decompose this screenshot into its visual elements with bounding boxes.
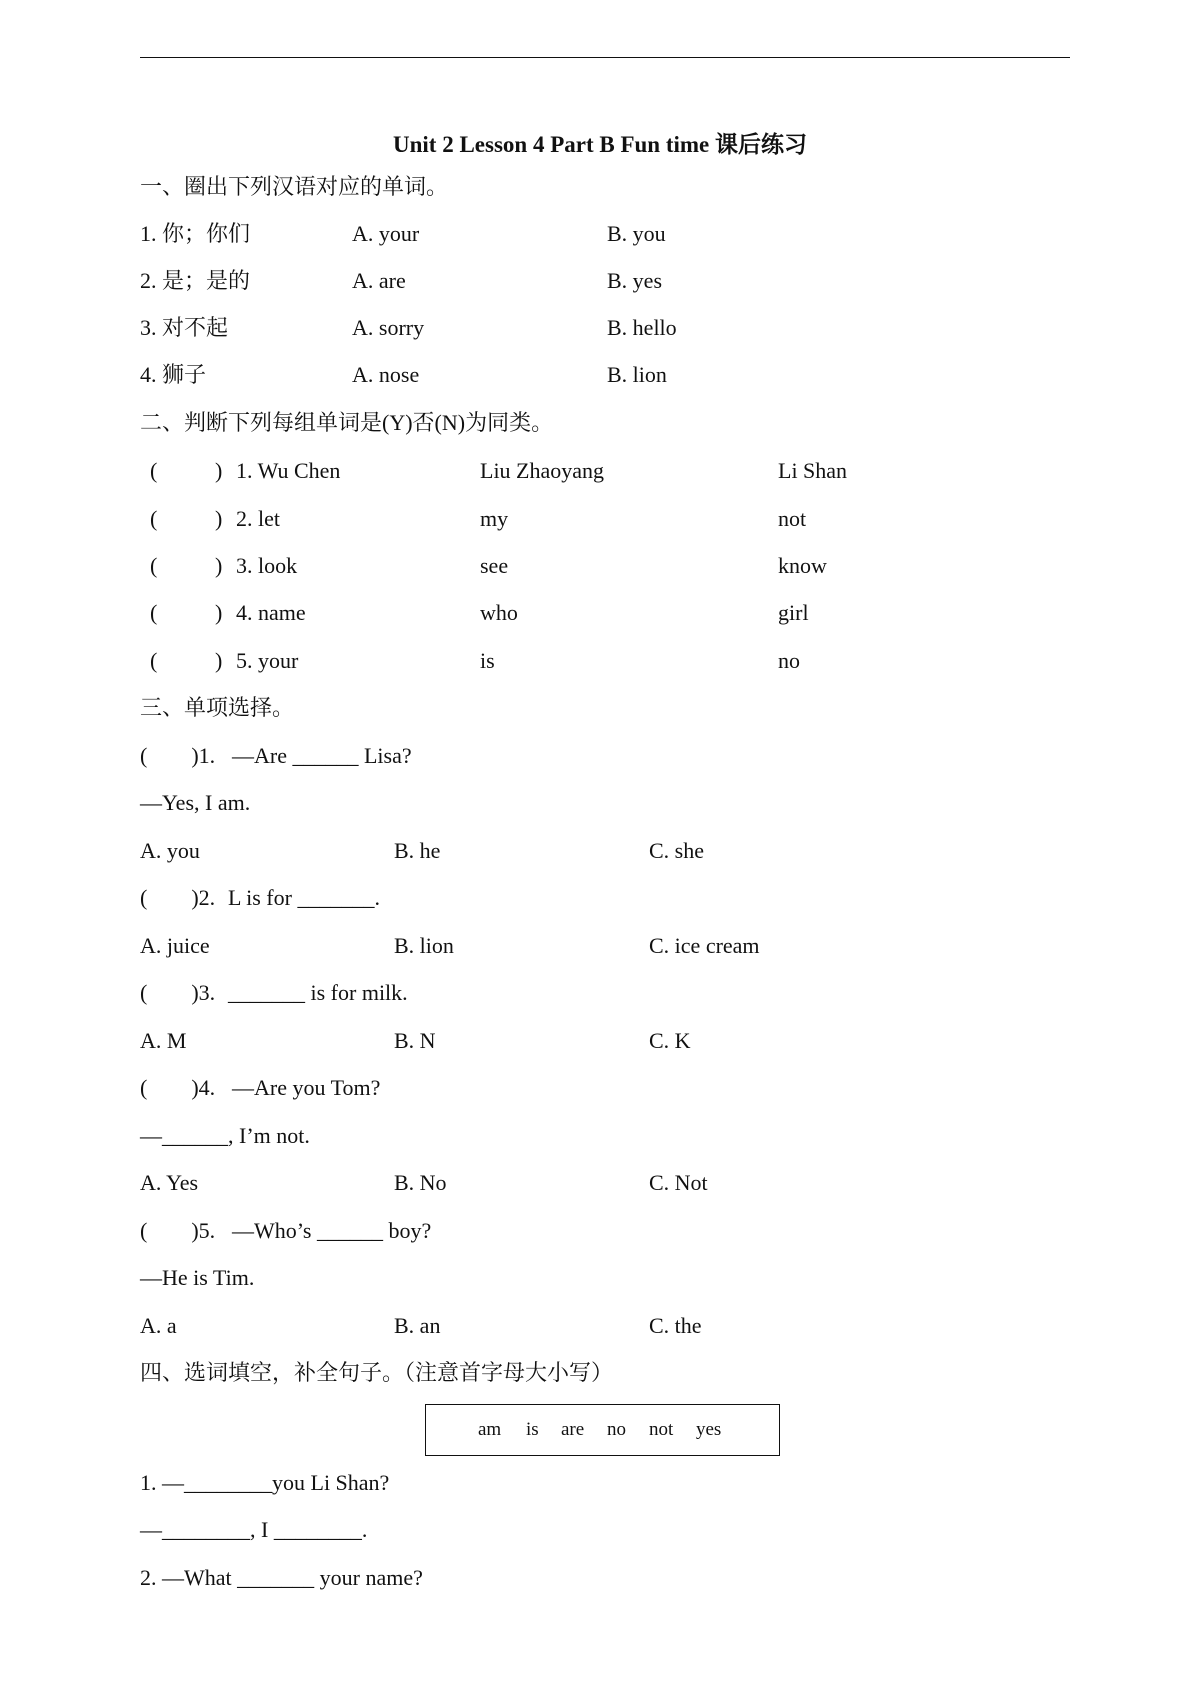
s3-option-b: B. he: [394, 838, 441, 863]
s2-word-2: who: [480, 600, 518, 625]
s3-question-stem: —Are you Tom?: [232, 1075, 381, 1100]
s3-question-paren: ( )1.: [140, 743, 216, 768]
s3-question-paren: ( )2.: [140, 885, 216, 910]
s1-option-a: A. sorry: [352, 315, 425, 340]
section-4-heading: 四、选词填空，补全句子。（注意首字母大小写）: [140, 1360, 614, 1385]
s2-word-3: no: [778, 648, 800, 673]
s2-word-1: 3. look: [236, 553, 298, 578]
section-3-heading: 三、单项选择。: [140, 695, 295, 720]
s1-option-b: B. lion: [607, 362, 667, 387]
answer-paren-close: ): [215, 600, 223, 625]
s1-option-b: B. you: [607, 221, 666, 246]
s3-option-c: C. K: [649, 1028, 691, 1053]
s2-word-2: is: [480, 648, 495, 673]
word-bank-item: are: [561, 1419, 585, 1440]
answer-paren-close: ): [215, 648, 223, 673]
s1-question: 1. 你；你们: [140, 221, 251, 246]
s4-answer-line: —________, I ________.: [140, 1517, 368, 1542]
answer-paren-open: (: [150, 506, 158, 531]
answer-paren-open: (: [150, 553, 158, 578]
s1-option-a: A. nose: [352, 362, 420, 387]
word-bank-item: yes: [696, 1419, 722, 1440]
s2-word-2: my: [480, 506, 509, 531]
answer-paren-open: (: [150, 648, 158, 673]
s3-option-c: C. ice cream: [649, 933, 760, 958]
s3-option-a: A. M: [140, 1028, 187, 1053]
s3-option-b: B. an: [394, 1313, 441, 1338]
s3-question-paren: ( )3.: [140, 980, 216, 1005]
s3-option-b: B. lion: [394, 933, 454, 958]
section-1-heading: 一、圈出下列汉语对应的单词。: [140, 174, 449, 199]
s1-option-b: B. yes: [607, 268, 662, 293]
s1-option-a: A. your: [352, 221, 420, 246]
s3-answer-line: —______, I’m not.: [140, 1123, 310, 1148]
s3-question-stem: _______ is for milk.: [228, 980, 408, 1005]
s3-answer-line: —He is Tim.: [140, 1265, 255, 1290]
s1-question: 3. 对不起: [140, 315, 229, 340]
s2-word-1: 1. Wu Chen: [236, 458, 341, 483]
word-bank-box: [425, 1404, 780, 1456]
s3-option-a: A. Yes: [140, 1170, 199, 1195]
s3-option-b: B. N: [394, 1028, 436, 1053]
header-rule: [140, 57, 1070, 58]
s3-option-b: B. No: [394, 1170, 447, 1195]
word-bank-item: not: [649, 1419, 674, 1440]
section-2-heading: 二、判断下列每组单词是(Y)否(N)为同类。: [140, 410, 554, 435]
s1-option-a: A. are: [352, 268, 406, 293]
s4-question-line: 1. —________you Li Shan?: [140, 1470, 390, 1495]
answer-paren-open: (: [150, 458, 158, 483]
answer-paren-close: ): [215, 553, 223, 578]
s1-question: 2. 是；是的: [140, 268, 251, 293]
s3-question-stem: —Who’s ______ boy?: [232, 1218, 432, 1243]
word-bank-item: no: [607, 1419, 626, 1440]
s3-answer-line: —Yes, I am.: [140, 790, 251, 815]
answer-paren-open: (: [150, 600, 158, 625]
s3-option-a: A. juice: [140, 933, 210, 958]
answer-paren-close: ): [215, 506, 223, 531]
s3-option-c: C. she: [649, 838, 704, 863]
s2-word-1: 2. let: [236, 506, 280, 531]
s3-question-stem: L is for _______.: [228, 885, 380, 910]
answer-paren-close: ): [215, 458, 223, 483]
word-bank-item: is: [526, 1419, 539, 1440]
s2-word-1: 4. name: [236, 600, 306, 625]
s3-option-c: C. Not: [649, 1170, 708, 1195]
s4-question-line: 2. —What _______ your name?: [140, 1565, 423, 1590]
s2-word-3: Li Shan: [778, 458, 848, 483]
s2-word-3: girl: [778, 600, 809, 625]
s2-word-3: know: [778, 553, 827, 578]
s3-question-paren: ( )5.: [140, 1218, 216, 1243]
s1-question: 4. 狮子: [140, 362, 207, 387]
s3-question-stem: —Are ______ Lisa?: [232, 743, 412, 768]
s3-question-paren: ( )4.: [140, 1075, 216, 1100]
s1-option-b: B. hello: [607, 315, 677, 340]
s2-word-2: see: [480, 553, 509, 578]
s2-word-2: Liu Zhaoyang: [480, 458, 605, 483]
worksheet-title: Unit 2 Lesson 4 Part B Fun time 课后练习: [393, 132, 807, 157]
s3-option-a: A. a: [140, 1313, 177, 1338]
s3-option-a: A. you: [140, 838, 200, 863]
s3-option-c: C. the: [649, 1313, 702, 1338]
s2-word-3: not: [778, 506, 807, 531]
word-bank-item: am: [478, 1419, 502, 1440]
s2-word-1: 5. your: [236, 648, 299, 673]
